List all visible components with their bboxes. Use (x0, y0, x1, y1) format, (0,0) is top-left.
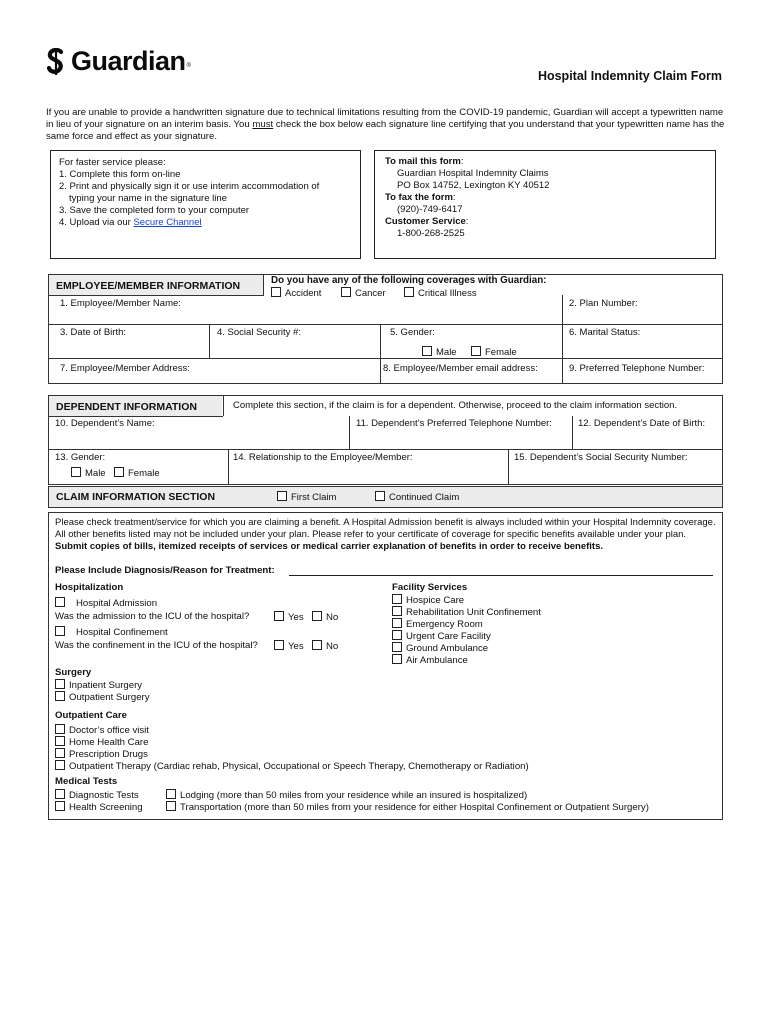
icu-confinement-no[interactable]: No (312, 640, 338, 653)
fax-label: To fax the form: (385, 192, 456, 203)
date-of-birth-field[interactable]: 3. Date of Birth: (60, 327, 127, 338)
dependent-header: DEPENDENT INFORMATION (56, 401, 197, 413)
mail-line-1: Guardian Hospital Indemnity Claims (397, 168, 549, 179)
guardian-logo (46, 46, 191, 77)
outpatient-checkbox[interactable] (55, 748, 65, 758)
outpatient-item[interactable]: Home Health Care (55, 736, 148, 749)
outpatient-item[interactable]: Outpatient Therapy (Cardiac rehab, Physical, Occupational or Speech Therapy, Chemotherapy or Radiation) (55, 760, 529, 773)
intro-paragraph: If you are unable to provide a handwritten signature due to technical limitations resulting from the COVID-19 pandemic, Guardian will accept a typewritten name in lieu of your signature on an interim basis. You must check the box below each signature line certifying that you understand that your typewritten name has the same force and effect as your signature. (46, 107, 725, 142)
secure-channel-link[interactable]: Secure Channel (133, 217, 202, 228)
brand-name: Guardian (71, 46, 186, 76)
transportation-checkbox[interactable] (166, 801, 176, 811)
contact-box (374, 150, 716, 259)
outpatient-item[interactable]: Doctor’s office visit (55, 724, 149, 737)
yes-checkbox[interactable] (274, 611, 284, 621)
employee-name-field[interactable]: 1. Employee/Member Name: (60, 298, 181, 309)
surgery-item[interactable]: Inpatient Surgery (55, 679, 142, 692)
medical-tests-heading: Medical Tests (55, 776, 118, 787)
hospital-admission-checkbox[interactable] (55, 597, 65, 607)
gender-field: 5. Gender: (390, 327, 435, 338)
claim-body (48, 512, 723, 820)
relationship-field[interactable]: 14. Relationship to the Employee/Member: (233, 452, 413, 463)
faster-service-box (50, 150, 361, 259)
facility-checkbox[interactable] (392, 618, 402, 628)
male-checkbox[interactable] (422, 346, 432, 356)
ssn-field[interactable]: 4. Social Security #: (217, 327, 301, 338)
trademark: ® (186, 62, 191, 69)
facility-checkbox[interactable] (392, 642, 402, 652)
service-number: 1-800-268-2525 (397, 228, 465, 239)
facility-item[interactable]: Urgent Care Facility (392, 630, 491, 643)
continued-claim-option[interactable]: Continued Claim (375, 491, 459, 503)
dependent-note: Complete this section, if the claim is for a dependent. Otherwise, proceed to the claim information section. (233, 400, 678, 411)
lodging-option[interactable]: Lodging (more than 50 miles from your residence while an insured is hospitalized) (166, 789, 527, 802)
address-field[interactable]: 7. Employee/Member Address: (60, 363, 190, 374)
outpatient-item[interactable]: Prescription Drugs (55, 748, 148, 761)
hospital-confinement-option[interactable]: Hospital Confinement (55, 626, 168, 639)
facility-item[interactable]: Ground Ambulance (392, 642, 488, 655)
service-label: Customer Service: (385, 216, 469, 227)
must-emphasis: must (252, 119, 274, 130)
dependent-ssn-field[interactable]: 15. Dependent’s Social Security Number: (514, 452, 688, 463)
step-2-cont: typing your name in the signature line (69, 193, 227, 204)
dependent-telephone-field[interactable]: 11. Dependent’s Preferred Telephone Number: (356, 418, 552, 429)
step-4: 4. Upload via our Secure Channel (59, 217, 202, 228)
surgery-checkbox[interactable] (55, 679, 65, 689)
facility-item[interactable]: Emergency Room (392, 618, 483, 631)
no-checkbox[interactable] (312, 640, 322, 650)
continued-claim-checkbox[interactable] (375, 491, 385, 501)
lodging-checkbox[interactable] (166, 789, 176, 799)
facility-item[interactable]: Hospice Care (392, 594, 464, 607)
outpatient-checkbox[interactable] (55, 736, 65, 746)
hospitalization-heading: Hospitalization (55, 582, 124, 593)
icu-confinement-yes[interactable]: Yes (274, 640, 304, 653)
employee-gender-male[interactable]: Male (422, 346, 457, 358)
cancer-checkbox[interactable] (341, 287, 351, 297)
form-title: Hospital Indemnity Claim Form (537, 69, 722, 83)
diagnosis-label: Please Include Diagnosis/Reason for Treatment: (55, 565, 275, 576)
coverage-critical-illness[interactable]: Critical Illness (404, 287, 477, 299)
diagnosis-input-line[interactable] (289, 575, 713, 576)
claim-header: CLAIM INFORMATION SECTION (56, 491, 216, 503)
mail-label: To mail this form: (385, 156, 464, 167)
dependent-gender-field: 13. Gender: (55, 452, 106, 463)
step-1: 1. Complete this form on-line (59, 169, 181, 180)
diagnostic-tests-option[interactable]: Diagnostic Tests (55, 789, 139, 802)
outpatient-checkbox[interactable] (55, 760, 65, 770)
marital-status-field[interactable]: 6. Marital Status: (569, 327, 641, 338)
facility-checkbox[interactable] (392, 654, 402, 664)
facility-checkbox[interactable] (392, 630, 402, 640)
employee-header: EMPLOYEE/MEMBER INFORMATION (56, 280, 241, 292)
telephone-field[interactable]: 9. Preferred Telephone Number: (569, 363, 705, 374)
email-field[interactable]: 8. Employee/Member email address: (383, 363, 538, 374)
accident-checkbox[interactable] (271, 287, 281, 297)
facility-services-heading: Facility Services (392, 582, 468, 593)
icu-admission-question: Was the admission to the ICU of the hospital? (55, 611, 250, 622)
coverage-question: Do you have any of the following coverages with Guardian: (271, 275, 547, 286)
dependent-dob-field[interactable]: 12. Dependent’s Date of Birth: (578, 418, 706, 429)
step-2: 2. Print and physically sign it or use interim accommodation of (59, 181, 320, 192)
female-checkbox[interactable] (114, 467, 124, 477)
facility-item[interactable]: Rehabilitation Unit Confinement (392, 606, 541, 619)
surgery-checkbox[interactable] (55, 691, 65, 701)
icu-confinement-question: Was the confinement in the ICU of the hospital? (55, 640, 258, 651)
transportation-option[interactable]: Transportation (more than 50 miles from your residence for either Hospital Confinement or Outpatient Surgery) (166, 801, 649, 814)
fax-number: (920)-749-6417 (397, 204, 463, 215)
surgery-heading: Surgery (55, 667, 92, 678)
employee-gender-female[interactable]: Female (471, 346, 517, 358)
mail-line-2: PO Box 14752, Lexington KY 40512 (397, 180, 550, 191)
hospital-admission-option[interactable]: Hospital Admission (55, 597, 157, 610)
facility-checkbox[interactable] (392, 594, 402, 604)
first-claim-checkbox[interactable] (277, 491, 287, 501)
health-screening-option[interactable]: Health Screening (55, 801, 143, 814)
faster-service-heading: For faster service please: (59, 157, 166, 168)
outpatient-care-heading: Outpatient Care (55, 710, 127, 721)
health-screening-checkbox[interactable] (55, 801, 65, 811)
facility-item[interactable]: Air Ambulance (392, 654, 468, 667)
outpatient-checkbox[interactable] (55, 724, 65, 734)
yes-checkbox[interactable] (274, 640, 284, 650)
diagnostic-tests-checkbox[interactable] (55, 789, 65, 799)
male-checkbox[interactable] (71, 467, 81, 477)
no-checkbox[interactable] (312, 611, 322, 621)
facility-checkbox[interactable] (392, 606, 402, 616)
coverage-cancer[interactable]: Cancer (341, 287, 386, 299)
guardian-logo-icon (46, 48, 66, 76)
plan-number-field[interactable]: 2. Plan Number: (569, 298, 638, 309)
first-claim-option[interactable]: First Claim (277, 491, 336, 503)
dependent-gender-male[interactable]: Male (71, 467, 106, 479)
dependent-name-field[interactable]: 10. Dependent’s Name: (55, 418, 155, 429)
icu-admission-yes[interactable]: Yes (274, 611, 304, 624)
dependent-gender-female[interactable]: Female (114, 467, 160, 479)
surgery-item[interactable]: Outpatient Surgery (55, 691, 150, 704)
step-3: 3. Save the completed form to your computer (59, 205, 250, 216)
claim-instructions: Please check treatment/service for which you are claiming a benefit. A Hospital Admission benefit is always included within your Hospital Indemnity coverage. All other benefits listed may not be included under your plan. Please refer to your certificate of coverage for specific benefits available under your plan. Submit copies of bills, itemized receipts of services or medical carrier explanation of benefits in order to receive benefits. (55, 517, 716, 552)
icu-admission-no[interactable]: No (312, 611, 338, 624)
female-checkbox[interactable] (471, 346, 481, 356)
coverage-accident[interactable]: Accident (271, 287, 321, 299)
critical-illness-checkbox[interactable] (404, 287, 414, 297)
hospital-confinement-checkbox[interactable] (55, 626, 65, 636)
